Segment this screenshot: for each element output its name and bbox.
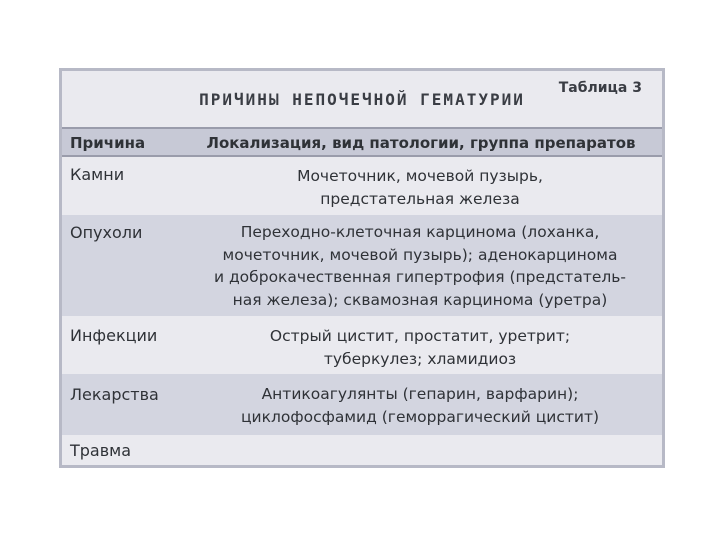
column-header-cause: Причина <box>70 134 146 152</box>
table-row <box>62 157 662 215</box>
table-row <box>62 215 662 316</box>
description-cell: Антикоагулянты (гепарин, варфарин); циклофосфамид (геморрагический цистит) <box>240 385 600 426</box>
cause-cell: Инфекции <box>70 326 158 345</box>
description-cell: Мочеточник, мочевой пузырь, предстательная железа <box>297 167 543 208</box>
column-header-localization: Локализация, вид патологии, группа препаратов <box>206 134 636 152</box>
table-row <box>62 316 662 374</box>
cause-cell: Травма <box>70 441 132 460</box>
table-number: Таблица 3 <box>558 80 642 96</box>
table-row <box>62 435 662 465</box>
cause-cell: Лекарства <box>70 385 159 404</box>
hematuria-causes-table <box>59 68 665 468</box>
table-title-row <box>62 71 662 127</box>
table-header-row <box>62 127 662 157</box>
description-cell: Переходно-клеточная карцинома (лоханка, мочеточник, мочевой пузырь); аденокарцинома и доброкачественная гипертрофия (предстатель- ная железа); сквамозная карцинома (уретра) <box>213 223 627 309</box>
cause-cell: Опухоли <box>70 223 143 242</box>
table-title: ПРИЧИНЫ НЕПОЧЕЧНОЙ ГЕМАТУРИИ <box>199 90 525 109</box>
cause-cell: Камни <box>70 165 125 184</box>
description-cell: Острый цистит, простатит, уретрит; туберкулез; хламидиоз <box>269 327 571 368</box>
table-row <box>62 374 662 435</box>
